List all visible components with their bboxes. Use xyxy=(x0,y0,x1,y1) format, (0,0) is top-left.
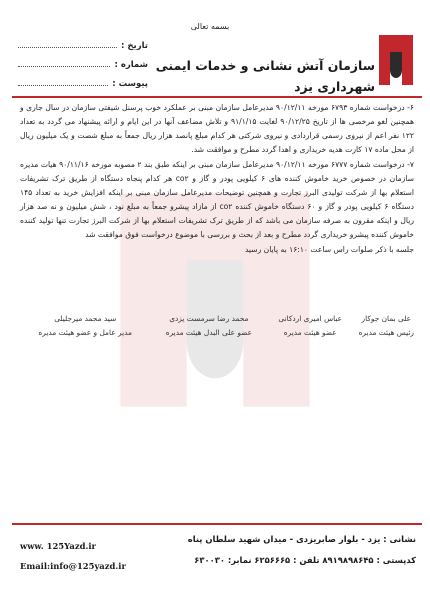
signature-1 xyxy=(359,312,414,340)
signature-3 xyxy=(166,312,252,340)
header-divider xyxy=(12,96,422,98)
attachment-label: پیوست : xyxy=(112,79,148,89)
paragraph-6: ۶- درخواست شماره ۶۷۹۳ مورخه ۹۰/۱۲/۱۱ مدیرعامل سازمان مبنی بر عملکرد خوب پرسنل شیفتی سازمان در سال جاری و همچنین لغو مرخصی ها از تاریخ ۹۰/۱۲/۲۵ لغایت ۹۱/۱/۱۵ و تلاش مضاعف آنها در این ایام و ارائه پیشنهاد می گردد به تعداد ۱۲۲ نفر اعم از نیروی رسمی قراردادی و نیروی شرکتی هر کدام مبلغ پانصد هزار ریال جمعاً به مبلغ شصت و یک میلیون ریال از محل ماده ۱۷ کارت هدیه خریداری و اهدا گردد مطرح و موافقت شد. xyxy=(20,103,414,154)
attachment-field xyxy=(18,84,108,86)
date-row xyxy=(18,32,148,51)
letter-meta xyxy=(18,32,148,89)
signature-2 xyxy=(278,312,342,340)
signer-name: عباس امیری اردکانی xyxy=(278,314,342,323)
organization-title xyxy=(155,58,375,94)
paragraph-7: ۷- درخواست شماره ۶۷۷۷ مورخه ۹۰/۱۲/۱۱ مدیرعامل سازمان مبنی بر اینکه طبق بند ۲ مصوبه مورخه ۹۰/۱۱/۱۶ هیات مدیره سازمان در خصوص خرید خاموش کننده های ۶ کیلویی پودر و گاز و co۲ هر کدام پنجاه دستگاه از طریق ترک تشریفات استعلام بها از شرکت تولیدی البرز تجارت و همچنین توضیحات مدیرعامل سازمان مبنی بر اینکه افزایش خرید به تعداد ۱۴۵ دستگاه ۶ کیلویی پودر و گاز و ۶۰ دستگاه خاموش کننده co۲ از مازاد پیشرو جمعاً به مبلغ نود ، شش میلیون و نه صد هزار ریال و اینکه مقرون به صرفه سازمان می باشد که از طریق ترک تشریفات استعلام بها از شرکت البرز تجارت تنها تولید کننده خاموش کننده پیشرو خریداری گردد مطرح و بعد از بحث و بررسی با موضوع درخواست فوق موافقت شد xyxy=(20,160,414,239)
closing-line: جلسه با ذکر صلوات راس ساعت ۱۶:۱۰ به پایان رسید xyxy=(244,245,414,254)
basmala: بسمه تعالی xyxy=(190,22,230,31)
footer-address xyxy=(156,529,416,571)
minutes-body xyxy=(20,101,414,257)
date-label: تاریخ : xyxy=(121,41,148,51)
footer-web xyxy=(20,536,150,576)
signer-title: مدیر عامل و عضو هیئت مدیره xyxy=(38,328,132,337)
number-field xyxy=(18,65,110,67)
signatures xyxy=(18,312,414,346)
signer-title: رئیس هیئت مدیره xyxy=(358,328,414,337)
contact-line: کدپستی : ۸۹۱۹۸۹۸۶۴۵ تلفن : ۶۲۵۶۶۶۵ نمابر: ۶۳۰۰۳۰ xyxy=(194,555,416,565)
address-line: نشانی : یزد - بلوار صابریزدی - میدان شهید سلطان پناه xyxy=(187,534,416,544)
website-link[interactable]: www. 125Yazd.ir xyxy=(20,541,96,551)
number-label: شماره : xyxy=(114,60,148,70)
signer-name: محمد رضا سرمست یزدی xyxy=(169,314,249,323)
signer-name: علی بمان جوکار xyxy=(361,314,411,323)
footer-divider xyxy=(12,523,422,525)
date-field xyxy=(18,46,117,48)
fire-department-logo-icon xyxy=(376,32,416,88)
attachment-row xyxy=(18,70,148,89)
org-name: سازمان آتش نشانی و خدمات ایمنی xyxy=(155,58,375,73)
org-municipality: شهرداری یزد xyxy=(294,79,375,94)
signer-name: سید محمد میرجلیلی xyxy=(54,314,117,323)
number-row xyxy=(18,51,148,70)
signer-title: عضو هیئت مدیره xyxy=(283,328,337,337)
signature-4 xyxy=(38,312,132,340)
signer-title: عضو علی البدل هیئت مدیره xyxy=(165,328,252,337)
email-link[interactable]: Email:info@125yazd.ir xyxy=(20,561,126,571)
